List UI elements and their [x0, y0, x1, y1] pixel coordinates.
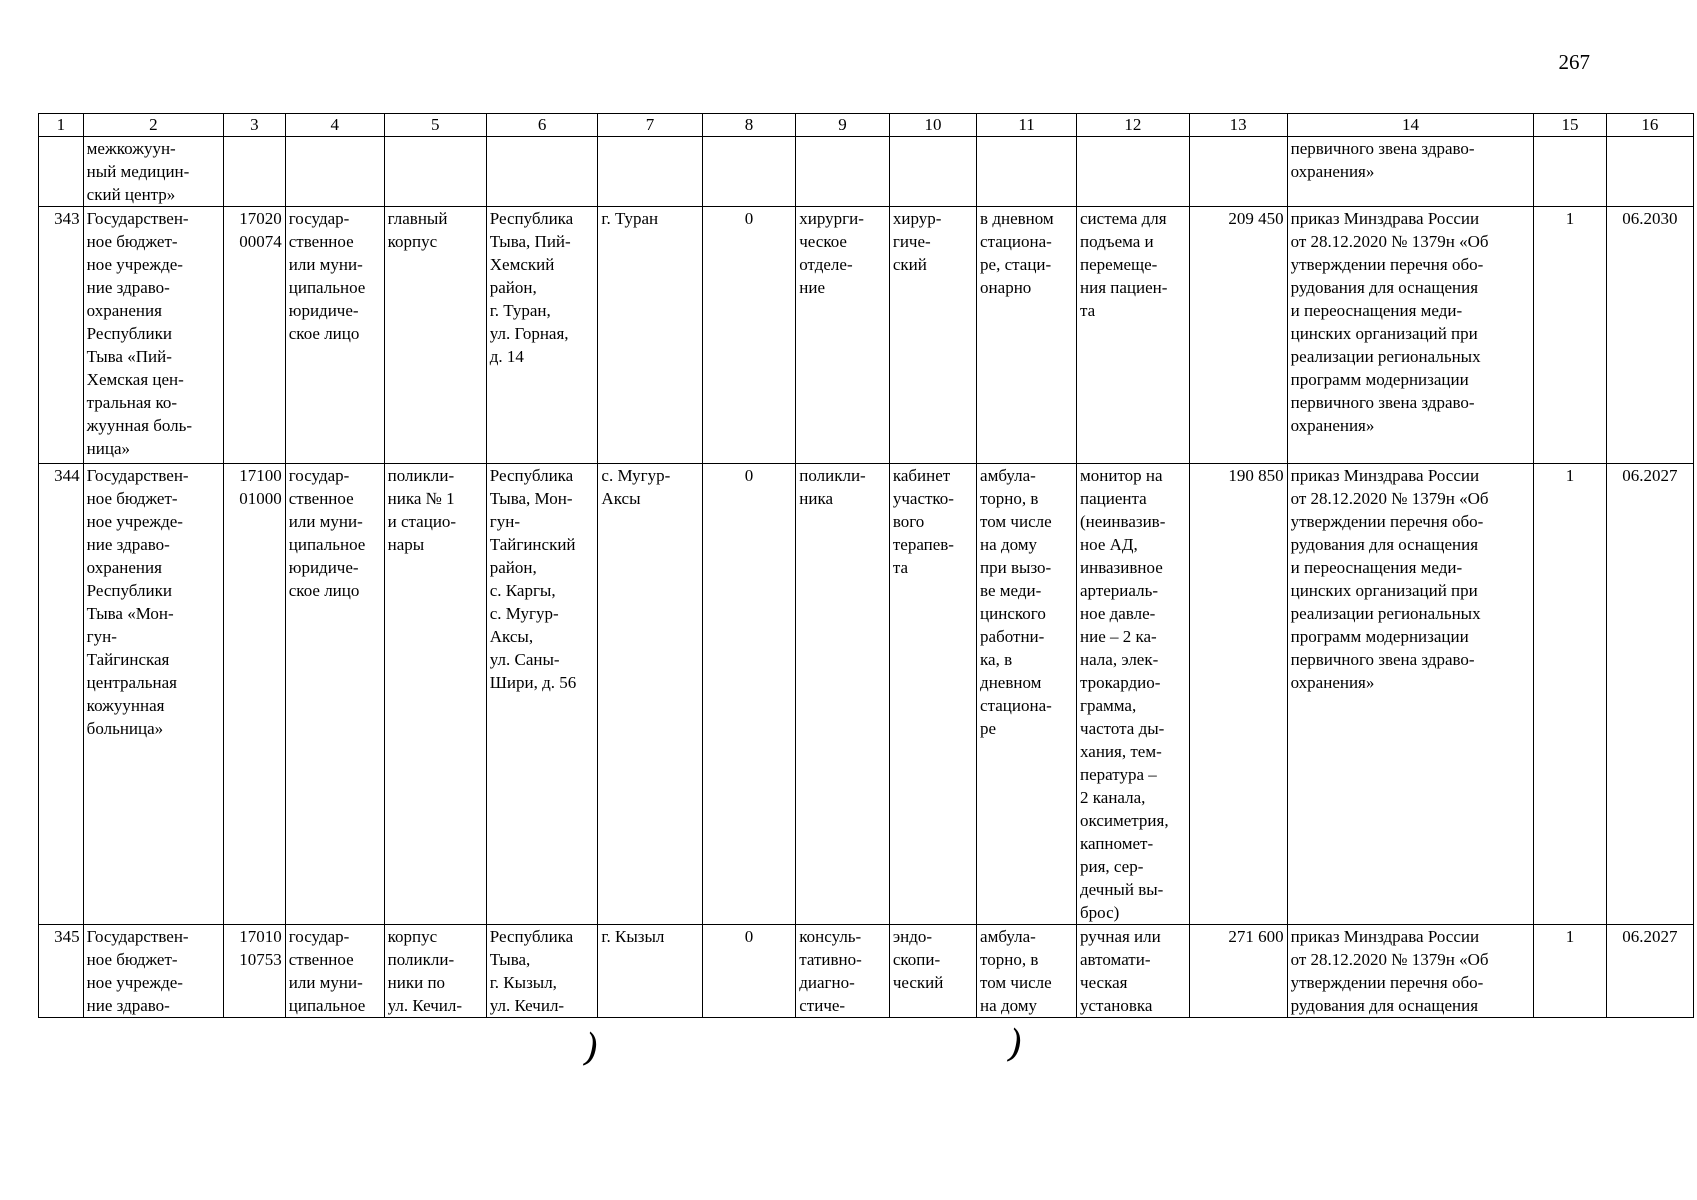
- column-header-2: 2: [83, 114, 223, 137]
- table-cell-col-4: государ- ственное или муни- ципальное: [285, 925, 384, 1018]
- table-cell-col-12: монитор на пациента (неинвазив- ное АД, инвазивное артериаль- ное давле- ние – 2 ка- нала, элек- трокардио- грамма, частота ды- хания, тем- пература – 2 канала, оксиметрия, капномет- рия, сер- дечный вы- брос): [1077, 464, 1190, 925]
- table-cell-col-16: [1606, 137, 1693, 207]
- table-cell-col-7: г. Туран: [598, 207, 702, 464]
- table-cell-col-16: 06.2027: [1606, 464, 1693, 925]
- table-cell-col-5: главный корпус: [384, 207, 486, 464]
- table-cell-col-3: 17100 01000: [224, 464, 286, 925]
- table-cell-col-1: [39, 137, 84, 207]
- table-cell-col-7: с. Мугур- Аксы: [598, 464, 702, 925]
- table-cell-col-13: [1189, 137, 1287, 207]
- table-cell-col-4: государ- ственное или муни- ципальное юридиче- ское лицо: [285, 207, 384, 464]
- column-header-9: 9: [796, 114, 890, 137]
- table-cell-col-13: 190 850: [1189, 464, 1287, 925]
- table-cell-col-11: амбула- торно, в том числе на дому: [977, 925, 1077, 1018]
- table-cell-col-10: кабинет участко- вого терапев- та: [889, 464, 976, 925]
- table-cell-col-10: хирур- гиче- ский: [889, 207, 976, 464]
- table-cell-col-4: государ- ственное или муни- ципальное юридиче- ское лицо: [285, 464, 384, 925]
- scan-mark-left: ): [579, 1024, 604, 1072]
- table-cell-col-8: 0: [702, 207, 796, 464]
- table-cell-col-1: 344: [39, 464, 84, 925]
- table-cell-col-6: Республика Тыва, Пий- Хемский район, г. Туран, ул. Горная, д. 14: [486, 207, 598, 464]
- column-header-14: 14: [1287, 114, 1534, 137]
- column-header-1: 1: [39, 114, 84, 137]
- table-cell-col-6: [486, 137, 598, 207]
- table-cell-col-14: приказ Минздрава России от 28.12.2020 № 1379н «Об утверждении перечня обо- рудования для оснащения и переоснащения меди- цинских организаций при реализации региональных программ модернизации первичного звена здраво- охранения»: [1287, 464, 1534, 925]
- column-header-7: 7: [598, 114, 702, 137]
- table-cell-col-14: приказ Минздрава России от 28.12.2020 № 1379н «Об утверждении перечня обо- рудования для оснащения: [1287, 925, 1534, 1018]
- table-row: [39, 207, 1694, 464]
- table-cell-col-9: хирурги- ческое отделе- ние: [796, 207, 890, 464]
- table-cell-col-1: 343: [39, 207, 84, 464]
- column-header-12: 12: [1077, 114, 1190, 137]
- table-cell-col-13: 271 600: [1189, 925, 1287, 1018]
- table-cell-col-8: [702, 137, 796, 207]
- table-cell-col-14: первичного звена здраво- охранения»: [1287, 137, 1534, 207]
- table-cell-col-11: амбула- торно, в том числе на дому при вызо- ве меди- цинского работни- ка, в дневном стациона- ре: [977, 464, 1077, 925]
- table-cell-col-6: Республика Тыва, Мон- гун- Тайгинский район, с. Каргы, с. Мугур- Аксы, ул. Саны- Шири, д. 56: [486, 464, 598, 925]
- table-cell-col-8: 0: [702, 464, 796, 925]
- table-cell-col-15: 1: [1534, 207, 1606, 464]
- table-cell-col-14: приказ Минздрава России от 28.12.2020 № 1379н «Об утверждении перечня обо- рудования для оснащения и переоснащения меди- цинских организаций при реализации региональных программ модернизации первичного звена здраво- охранения»: [1287, 207, 1534, 464]
- column-header-15: 15: [1534, 114, 1606, 137]
- table-cell-col-9: поликли- ника: [796, 464, 890, 925]
- column-header-4: 4: [285, 114, 384, 137]
- column-header-11: 11: [977, 114, 1077, 137]
- table-cell-col-3: 17020 00074: [224, 207, 286, 464]
- table-cell-col-2: межкожуун- ный медицин- ский центр»: [83, 137, 223, 207]
- table-cell-col-16: 06.2030: [1606, 207, 1693, 464]
- scan-mark-right: ): [1003, 1020, 1028, 1068]
- table-cell-col-5: [384, 137, 486, 207]
- table-row: [39, 925, 1694, 1018]
- equipment-registry-table: [38, 113, 1694, 1018]
- column-header-13: 13: [1189, 114, 1287, 137]
- table-cell-col-2: Государствен- ное бюджет- ное учрежде- ние здраво- охранения Республики Тыва «Пий- Хемская цен- тральная ко- жуунная боль- ница»: [83, 207, 223, 464]
- page-number: 267: [1558, 50, 1590, 74]
- table-cell-col-9: консуль- тативно- диагно- стиче-: [796, 925, 890, 1018]
- table-cell-col-11: [977, 137, 1077, 207]
- table-cell-col-10: эндо- скопи- ческий: [889, 925, 976, 1018]
- table-cell-col-7: г. Кызыл: [598, 925, 702, 1018]
- column-header-5: 5: [384, 114, 486, 137]
- table-cell-col-8: 0: [702, 925, 796, 1018]
- table-cell-col-5: поликли- ника № 1 и стацио- нары: [384, 464, 486, 925]
- column-header-6: 6: [486, 114, 598, 137]
- table-cell-col-5: корпус поликли- ники по ул. Кечил-: [384, 925, 486, 1018]
- table-cell-col-2: Государствен- ное бюджет- ное учрежде- ние здраво- охранения Республики Тыва «Мон- гун- Тайгинская центральная кожуунная больница»: [83, 464, 223, 925]
- table-cell-col-7: [598, 137, 702, 207]
- table-cell-col-12: система для подъема и перемеще- ния пациен- та: [1077, 207, 1190, 464]
- column-header-8: 8: [702, 114, 796, 137]
- table-cell-col-10: [889, 137, 976, 207]
- table-row: [39, 464, 1694, 925]
- table-cell-col-6: Республика Тыва, г. Кызыл, ул. Кечил-: [486, 925, 598, 1018]
- table-row: [39, 137, 1694, 207]
- table-cell-col-12: [1077, 137, 1190, 207]
- table-cell-col-15: [1534, 137, 1606, 207]
- column-header-10: 10: [889, 114, 976, 137]
- column-header-3: 3: [224, 114, 286, 137]
- table-cell-col-15: 1: [1534, 464, 1606, 925]
- table-cell-col-3: [224, 137, 286, 207]
- table-cell-col-15: 1: [1534, 925, 1606, 1018]
- table-cell-col-4: [285, 137, 384, 207]
- table-cell-col-12: ручная или автомати- ческая установка: [1077, 925, 1190, 1018]
- table-cell-col-16: 06.2027: [1606, 925, 1693, 1018]
- column-number-header-row: [39, 114, 1694, 137]
- table-cell-col-9: [796, 137, 890, 207]
- table-cell-col-1: 345: [39, 925, 84, 1018]
- table-cell-col-11: в дневном стациона- ре, стаци- онарно: [977, 207, 1077, 464]
- table-cell-col-13: 209 450: [1189, 207, 1287, 464]
- table-cell-col-3: 17010 10753: [224, 925, 286, 1018]
- column-header-16: 16: [1606, 114, 1693, 137]
- table-cell-col-2: Государствен- ное бюджет- ное учрежде- ние здраво-: [83, 925, 223, 1018]
